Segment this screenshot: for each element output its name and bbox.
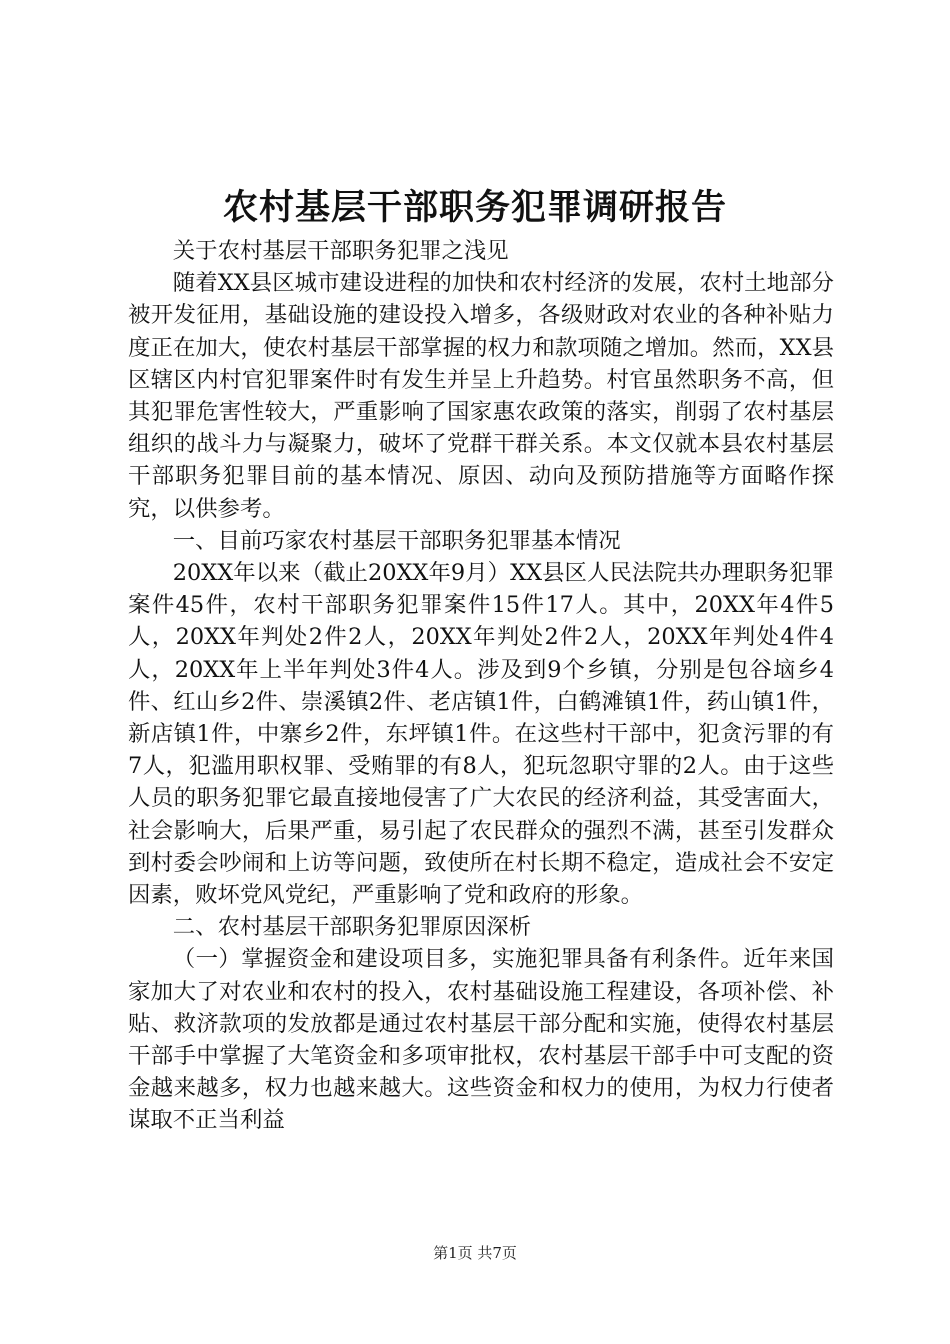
- paragraph-basic-situation: 20XX年以来（截止20XX年9月）XX县区人民法院共办理职务犯罪案件45件，农村干部职务犯罪案件15件17人。其中，20XX年4件5人，20XX年判处2件2人，20XX年判处2件2人，20XX年判处4件4人，20XX年上半年判处3件4人。涉及到9个乡镇，分别是包谷垴乡4件、红山乡2件、崇溪镇2件、老店镇1件，白鹤滩镇1件，药山镇1件，新店镇1件，中寨乡2件，东坪镇1件。在这些村干部中，犯贪污罪的有7人，犯滥用职权罪、受贿罪的有8人，犯玩忽职守罪的2人。由于这些人员的职务犯罪它最直接地侵害了广大农民的经济利益，其受害面大，社会影响大，后果严重，易引起了农民群众的强烈不满，甚至引发群众到村委会吵闹和上访等问题，致使所在村长期不稳定，造成社会不安定因素，败坏党风党纪，严重影响了党和政府的形象。: [128, 560, 834, 909]
- paragraph-introduction: 随着XX县区城市建设进程的加快和农村经济的发展，农村土地部分被开发征用，基础设施的建设投入增多，各级财政对农业的各种补贴力度正在加大，使农村基层干部掌握的权力和款项随之增加。然而，XX县区辖区内村官犯罪案件时有发生并呈上升趋势。村官虽然职务不高，但其犯罪危害性较大，严重影响了国家惠农政策的落实，削弱了农村基层组织的战斗力与凝聚力，破坏了党群干群关系。本文仅就本县农村基层干部职务犯罪目前的基本情况、原因、动向及预防措施等方面略作探究，以供参考。: [128, 270, 834, 522]
- document-title: 农村基层干部职务犯罪调研报告: [222, 187, 727, 228]
- page-number-footer: 第1页 共7页: [433, 1244, 517, 1262]
- section-heading-1: 一、目前巧家农村基层干部职务犯罪基本情况: [172, 527, 621, 554]
- paragraph-cause-analysis: （一）掌握资金和建设项目多，实施犯罪具备有利条件。近年来国家加大了对农业和农村的投入，农村基础设施工程建设，各项补偿、补贴、救济款项的发放都是通过农村基层干部分配和实施，使得农村基层干部手中掌握了大笔资金和多项审批权，农村基层干部手中可支配的资金越来越多，权力也越来越大。这些资金和权力的使用，为权力行使者谋取不正当利益: [128, 946, 834, 1134]
- document-body: [128, 235, 834, 1137]
- section-heading-2: 二、农村基层干部职务犯罪原因深析: [172, 914, 532, 941]
- paragraph-subtitle: 关于农村基层干部职务犯罪之浅见: [172, 238, 509, 264]
